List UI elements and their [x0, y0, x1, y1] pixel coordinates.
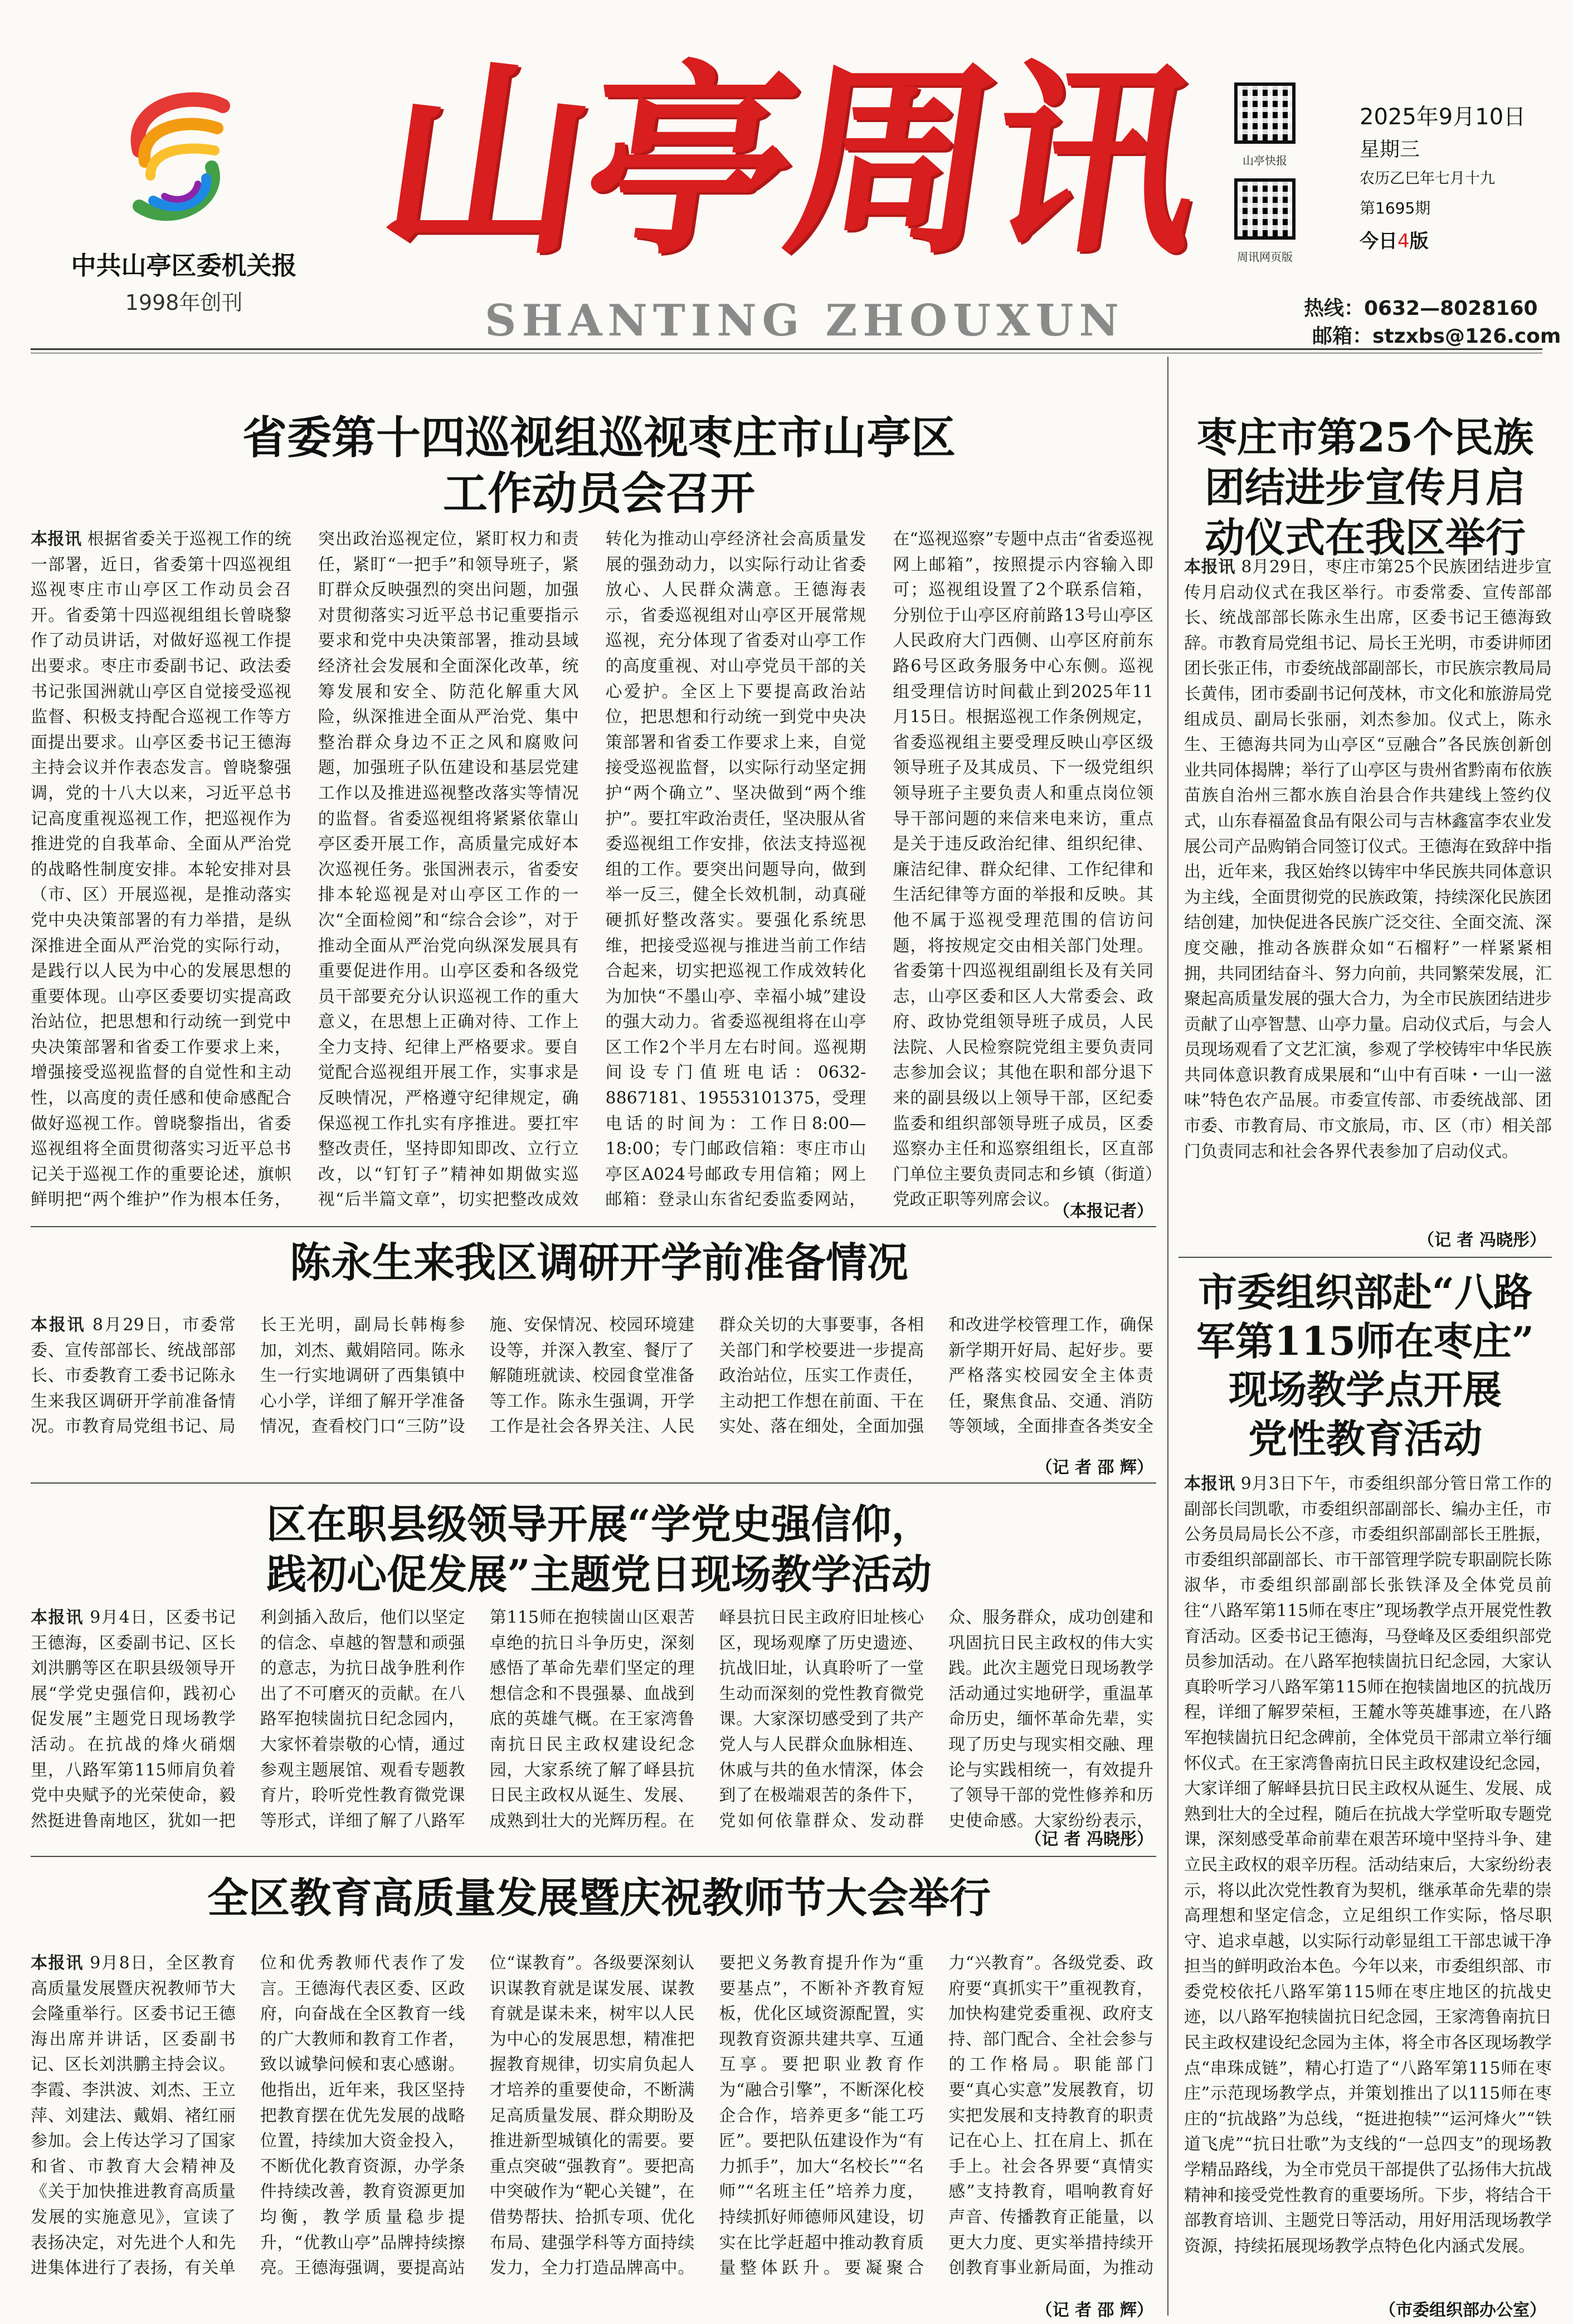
- section-divider: [31, 1482, 1156, 1484]
- article-body: [31, 527, 1153, 1218]
- article-headline: [1181, 412, 1549, 563]
- headline-line: 团结进步宣传月启: [1204, 464, 1526, 511]
- headline-line: 区在职县级领导开展“学党史强信仰，: [266, 1500, 932, 1548]
- article-headline: 全区教育高质量发展暨庆祝教师节大会举行: [207, 1874, 991, 1922]
- article-byline: （记 者 冯晓彤）: [1418, 1231, 1546, 1250]
- article-text: 9月3日下午，市委组织部分管日常工作的副部长闫凯歌，市委组织部副部长、编办主任，市公务员局局长公不彦，市委组织部副部长王胜振，市委组织部副部长、市干部管理学院专职副院长陈淑华，市委组织部副部长张铁泽及全体党员前往“八路军第115师在枣庄”现场教学点开展党性教育活动。区委书记王德海，马登峰及区委组织部党员参加活动。在八路军抱犊崮抗日纪念园，大家认真聆听学习八路军第115师在抱犊崮地区的抗战历程，详细了解罗荣桓，王麓水等英雄事迹，在八路军抱犊崮抗日纪念碑前，全体党员干部肃立举行缅怀仪式。在王家湾鲁南抗日民主政权建设纪念园，大家详细了解峄县抗日民主政权从诞生、发展、成熟到壮大的全过程，随后在抗战大学堂听取专题党课，深刻感受革命前辈在艰苦环境中坚持斗争、建立民主政权的艰辛历程。活动结束后，大家纷纷表示，将以此次党性教育为契机，继承革命先辈的崇高理想和坚定信念，立足组织工作实际，恪尽职守、追求卓越，以实际行动彰显组工干部忠诚干净担当的鲜明政治本色。今年以来，市委组织部、市委党校依托八路军第115师在枣庄地区的抗战史迹，以八路军抱犊崮抗日纪念园，王家湾鲁南抗日民主政权建设纪念园为主体，将全市各区现场教学点“串珠成链”，精心打造了“八路军第115师在枣庄”示范现场教学点，并策划推出了以115师在枣庄的“抗战路”为总线，“挺进抱犊”“运河烽火”“铁道飞虎”“抗日壮歌”为支线的“一总四支”的现场教学精品路线，为全市党员干部提供了弘扬伟大抗战精神和接受党性教育的重要场所。下步，将结合干部教育培训、主题党日等活动，用好用活现场教学资源，持续拓展现场教学点特色化内涵式发展。: [1184, 1474, 1552, 2256]
- article-headline: [1181, 1268, 1549, 1463]
- article-text: 9月4日，区委书记王德海，区委副书记、区长刘洪鹏等区在职县级领导开展“学党史强信仰，践初心促发展”主题党日现场教学活动。在抗战的烽火硝烟里，八路军第115师肩负着党中央赋予的光荣使命，毅然挺进鲁南地区，犹如一把利剑插入敌后，他们以坚定的信念、卓越的智慧和顽强的意志，为抗日战争胜利作出了不可磨灭的贡献。在八路军抱犊崮抗日纪念园内，大家怀着崇敬的心情，通过参观主题展馆、观看专题教育片，聆听党性教育微党课等形式，详细了解了八路军第115师在抱犊崮山区艰苦卓绝的抗日斗争历史，深刻感悟了革命先辈们坚定的理想信念和不畏强暴、血战到底的英雄气概。在王家湾鲁南抗日民主政权建设纪念园，大家系统了解了峄县抗日民主政权从诞生、发展、成熟到壮大的光辉历程。在峄县抗日民主政府旧址核心区，现场观摩了历史遗迹、抗战旧址，认真聆听了一堂生动而深刻的党性教育微党课。大家深切感受到了共产党人与人民群众血脉相连、休戚与共的鱼水情深，体会到了在极端艰苦的条件下，党如何依靠群众、发动群众、服务群众，成功创建和巩固抗日民主政权的伟大实践。此次主题党日现场教学活动通过实地研学，重温革命历史，缅怀革命先辈，实现了历史与现实相交融、理论与实践相统一，有效提升了领导干部的党性修养和历史使命感。大家纷纷表示，: [31, 1608, 1153, 1831]
- article-byline: （本报记者）: [1053, 1202, 1153, 1221]
- article-body: [31, 1312, 1153, 1463]
- issue-weekday: 星期三: [1360, 138, 1420, 161]
- newspaper-title: 山亭周讯: [367, 41, 1213, 283]
- headline-line: 现场教学点开展: [1229, 1367, 1502, 1413]
- article-headline: [56, 410, 1142, 521]
- section-divider: [31, 1856, 1156, 1857]
- publisher-name: 中共山亭区委机关报: [71, 251, 297, 280]
- qr-caption: 山亭快报: [1243, 154, 1287, 167]
- issue-date: 2025年9月10日: [1360, 104, 1526, 130]
- founded-year: 1998年创刊: [125, 290, 243, 315]
- article-lead: 本报讯: [31, 529, 82, 549]
- qr-caption: 周讯网页版: [1237, 250, 1293, 264]
- masthead-divider: [31, 348, 1542, 350]
- newspaper-title-pinyin: SHANTING ZHOUXUN: [485, 295, 1124, 346]
- article-lead: 本报讯: [1184, 557, 1236, 577]
- edition-prefix: 今日: [1360, 230, 1397, 252]
- article-body: [31, 1951, 1153, 2296]
- article-text: 8月29日，枣庄市第25个民族团结进步宣传月启动仪式在我区举行。市委常委、宣传部部长、统战部部长陈永生出席，区委书记王德海致辞。市教育局党组书记、局长王光明，市委讲师团团长张正伟，市委统战部副部长，市民族宗教局局长黄伟，团市委副书记何茂林，市文化和旅游局党组成员、副局长张丽，刘杰参加。仪式上，陈永生、王德海共同为山亭区“豆融合”各民族创新创业共同体揭牌；举行了山亭区与贵州省黔南布依族苗族自治州三都水族自治县合作共建线上签约仪式，山东春福盈食品有限公司与吉林鑫富李农业发展公司产品购销合同签订仪式。王德海在致辞中指出，近年来，我区始终以铸牢中华民族共同体意识为主线，全面贯彻党的民族政策，持续深化民族团结创建，加快促进各民族广泛交往、全面交流、深度交融，推动各族群众如“石榴籽”一样紧紧相拥，共同团结奋斗、努力向前，共同繁荣发展，汇聚起高质量发展的强大合力，为全市民族团结进步贡献了山亭智慧、山亭力量。启动仪式后，与会人员现场观看了文艺汇演，参观了学校铸牢中华民族共同体意识教育成果展和“山中有百味・一山一滋味”特色农产品展。市委宣传部、市委统战部、团市委、市教育局、市文旅局，市、区（市）相关部门负责同志和社会各界代表参加了启动仪式。: [1184, 557, 1552, 1161]
- headline-line: 动仪式在我区举行: [1204, 514, 1526, 561]
- edition-suffix: 版: [1409, 230, 1429, 252]
- article-headline: 陈永生来我区调研开学前准备情况: [290, 1239, 908, 1287]
- qr-code-icon: [1234, 178, 1296, 240]
- qr-code-icon: [1234, 82, 1296, 144]
- article-lead: 本报讯: [31, 1608, 84, 1627]
- headline-line: 枣庄市第25个民族: [1196, 414, 1534, 461]
- edition-number: 4: [1397, 230, 1410, 252]
- headline-line: 市委组织部赴“八路: [1197, 1269, 1533, 1315]
- article-text: 9月8日，全区教育高质量发展暨庆祝教师节大会隆重举行。区委书记王德海出席并讲话，区委副书记、区长刘洪鹏主持会议。李霞、李洪波、刘杰、王立萍、刘建法、戴娟、褚红丽参加。会上传达学习了国家和省、市教育大会精神及《关于加快推进教育高质量发展的实施意见》，宣读了表扬决定，对先进个人和先进集体进行了表扬，有关单位和优秀教师代表作了发言。王德海代表区委、区政府，向奋战在全区教育一线的广大教师和教育工作者，致以诚挚问候和衷心感谢。他指出，近年来，我区坚持把教育摆在优先发展的战略位置，持续加大资金投入，不断优化教育资源，办学条件持续改善，教育资源更加均衡，教学质量稳步提升，“优教山亭”品牌持续擦亮。王德海强调，要提高站位“谋教育”。各级要深刻认识谋教育就是谋发展、谋教育就是谋未来，树牢以人民为中心的发展思想，精准把握教育规律，切实肩负起人才培养的重要使命，不断满足高质量发展、群众期盼及推进新型城镇化的需要。要重点突破“强教育”。要把高中突破作为“靶心关键”，在借势帮扶、拾抓专项、优化布局、建强学科等方面持续发力，全力打造品牌高中。要把义务教育提升作为“重要基点”，不断补齐教育短板，优化区域资源配置，实现教育资源共建共享、互通互享。要把职业教育作为“融合引擎”，不断深化校企合作，培养更多“能工巧匠”。要把队伍建设作为“有力抓手”，加大“名校长”“名师”“名班主任”培养力度，持续抓好师德师风建设，切实在比学赶超中推动教育质量整体跃升。要凝聚合力“兴教育”。各级党委、政府要“真抓实干”重视教育，加快构建党委重视、政府支持、部门配合、全社会参与的工作格局。职能部门要“真心实意”发展教育，切实把发展和支持教育的职责记在心上、扛在肩上、抓在手上。社会各界要“真情实感”支持教育，唱响教育好声音、传播教育正能量，以更大力度、更实举措持续开创教育事业新局面，为推动: [31, 1953, 1153, 2278]
- headline-line: 践初心促发展”主题党日现场教学活动: [266, 1550, 932, 1598]
- article-text: 8月29日，市委常委、宣传部部长、统战部部长、市委教育工委书记陈永生来我区调研开学前准备情况。市教育局党组书记、局长王光明，副局长韩梅参加，刘杰、戴娟陪同。陈永生一行实地调研了西集镇中心小学，详细了解开学准备情况，查看校门口“三防”设施、安保情况、校园环境建设等，并深入教室、餐厅了解随班就读、校园食堂准备等工作。陈永生强调，开学工作是社会各界关注、人民群众关切的大事要事，各相关部门和学校要进一步提高政治站位，压实工作责任，主动把工作想在前面、干在实处、落在细处，全面加强和改进学校管理工作，确保新学期开好局、起好步。要严格落实校园安全主体责任，聚焦食品、交通、消防等领域，全面排查各类安全: [31, 1315, 1153, 1437]
- article-lead: 本报讯: [31, 1315, 86, 1335]
- article-byline: （记 者 邵 辉）: [1035, 1458, 1153, 1477]
- headline-line: 省委第十四巡视组巡视枣庄市山亭区: [242, 411, 956, 464]
- headline-line: 党性教育活动: [1248, 1415, 1482, 1462]
- article-text: 根据省委关于巡视工作的统一部署，近日，省委第十四巡视组巡视枣庄市山亭区工作动员会召开。省委第十四巡视组组长曾晓黎作了动员讲话，对做好巡视工作提出要求。枣庄市委副书记、政法委书记张国洲就山亭区自觉接受巡视监督、积极支持配合巡视工作等方面提出要求。山亭区委书记王德海主持会议并作表态发言。曾晓黎强调，党的十八大以来，习近平总书记高度重视巡视工作，把巡视作为推进党的自我革命、全面从严治党的战略性制度安排。本轮安排对县（市、区）开展巡视，是推动落实党中央决策部署的有力举措，是纵深推进全面从严治党的实际行动，是践行以人民为中心的发展思想的重要体现。山亭区委要切实提高政治站位，把思想和行动统一到党中央决策部署和省委工作要求上来，增强接受巡视监督的自觉性和主动性，以高度的责任感和使命感配合做好巡视工作。曾晓黎指出，省委巡视组将全面贯彻落实习近平总书记关于巡视工作的重要论述，旗帜鲜明把“两个维护”作为根本任务，突出政治巡视定位，紧盯权力和责任，紧盯“一把手”和领导班子，紧盯群众反映强烈的突出问题，加强对贯彻落实习近平总书记重要指示要求和党中央决策部署，推动县域经济社会发展和全面深化改革，统筹发展和安全、防范化解重大风险，纵深推进全面从严治党、集中整治群众身边不正之风和腐败问题，加强班子队伍建设和基层党建工作以及推进巡视整改落实等情况的监督。省委巡视组将紧紧依靠山亭区委开展工作，高质量完成好本次巡视任务。张国洲表示，省委安排本轮巡视是对山亭区工作的一次“全面检阅”和“综合会诊”，对于推动全面从严治党向纵深发展具有重要促进作用。山亭区委和各级党员干部要充分认识巡视工作的重大意义，在思想上正确对待、工作上全力支持、纪律上严格要求。要自觉配合巡视组开展工作，实事求是反映情况，严格遵守纪律规定，确保巡视工作扎实有序推进。要扛牢整改责任，坚持即知即改、立行立改，以“钉钉子”精神如期做实巡视“后半篇文章”，切实把整改成效转化为推动山亭经济社会高质量发展的强劲动力，以实际行动让省委放心、人民群众满意。王德海表示，省委巡视组对山亭区开展常规巡视，充分体现了省委对山亭工作的高度重视、对山亭党员干部的关心爱护。全区上下要提高政治站位，把思想和行动统一到党中央决策部署和省委工作要求上来，自觉接受巡视监督，以实际行动坚定拥护“两个确立”、坚决做到“两个维护”。要扛牢政治责任，坚决服从省委巡视组工作安排，依法支持巡视组的工作。要突出问题导向，做到举一反三，健全长效机制，动真碰硬抓好整改落实。要强化系统思维，把接受巡视与推进当前工作结合起来，切实把巡视工作成效转化为加快“不墨山亭、幸福小城”建设的强大动力。省委巡视组将在山亭区工作2个半月左右时间。巡视期间设专门值班电话：0632-8867181、19553101375，受理电话的时间为：工作日8:00—18:00；专门邮政信箱：枣庄市山亭区A024号邮政专用信箱；网上邮箱：登录山东省纪委监委网站，在“巡视巡察”专题中点击“省委巡视网上邮箱”，按照提示内容输入即可；巡视组设置了2个联系信箱，分别位于山亭区府前路13号山亭区人民政府大门西侧、山亭区府前东路6号区政务服务中心东侧。巡视组受理信访时间截止到2025年11月15日。根据巡视工作条例规定，省委巡视组主要受理反映山亭区级领导班子及其成员、下一级党组织领导班子主要负责人和重点岗位领导干部问题的来信来电来访，重点是关于违反政治纪律、组织纪律、廉洁纪律、群众纪律、工作纪律和生活纪律等方面的举报和反映。其他不属于巡视受理范围的信访问题，将按规定交由相关部门处理。省委第十四巡视组副组长及有关同志，山亭区委和区人大常委会、政府、政协党组领导班子成员，人民法院、人民检察院党组主要负责同志参加会议；其他在职和部分退下来的副县级以上领导干部，区纪委监委和组织部领导班子成员，区委巡察办主任和巡察组组长，区直部门单位主要负责同志和乡镇（街道）党政正职等列席会议。: [31, 529, 1153, 1210]
- headline-line: 军第115师在枣庄”: [1196, 1317, 1535, 1364]
- article-byline: （市委组织部办公室）: [1379, 2301, 1546, 2320]
- article-body: [31, 1605, 1153, 1839]
- article-lead: 本报讯: [1184, 1474, 1235, 1494]
- article-byline: （记 者 邵 辉）: [1035, 2301, 1153, 2320]
- email: 邮箱：stzxbs@126.com: [1312, 325, 1561, 348]
- article-body: [1184, 555, 1552, 1215]
- section-divider: [31, 1226, 1156, 1227]
- edition-count: [1360, 226, 1429, 253]
- section-divider: [1178, 1257, 1552, 1258]
- issue-number: 第1695期: [1360, 199, 1431, 217]
- article-lead: 本报讯: [31, 1953, 84, 1973]
- article-headline: [56, 1499, 1142, 1599]
- headline-line: 工作动员会召开: [443, 467, 755, 519]
- masthead: [0, 0, 1573, 348]
- column-divider: [1167, 357, 1168, 2316]
- logo-mark: [106, 67, 251, 234]
- article-byline: （记 者 冯晓彤）: [1025, 1830, 1153, 1849]
- article-body: [1184, 1471, 1552, 2288]
- hotline: 热线：0632—8028160: [1304, 297, 1538, 320]
- lunar-date: 农历乙巳年七月十九: [1360, 170, 1495, 187]
